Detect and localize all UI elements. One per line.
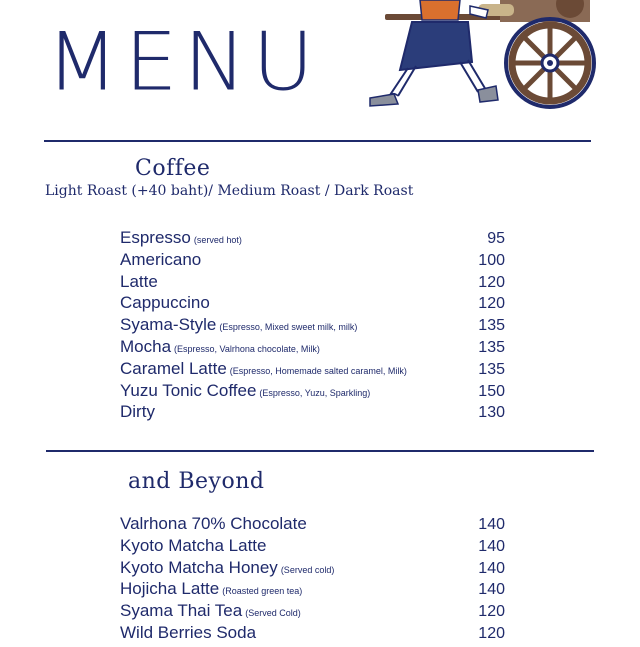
beyond-list — [120, 513, 505, 644]
item-price: 120 — [478, 624, 505, 642]
menu-item — [120, 557, 505, 579]
item-price: 120 — [478, 295, 505, 313]
coffee-list — [120, 227, 505, 423]
item-note: (Espresso, Yuzu, Sparkling) — [259, 387, 371, 398]
item-name: Valrhona 70% Chocolate — [120, 514, 307, 533]
item-name: Wild Berries Soda — [120, 622, 257, 642]
item-name: Yuzu Tonic Coffee — [120, 380, 257, 400]
item-note: (served hot) — [193, 235, 242, 245]
item-name: Dirty — [120, 402, 155, 422]
roast-options: Light Roast (+40 baht)/ Medium Roast / Dark Roast — [45, 183, 414, 199]
menu-item — [120, 336, 505, 358]
item-note: (Served cold) — [280, 564, 335, 575]
cart-wheel — [506, 19, 594, 107]
menu-item — [120, 249, 505, 271]
menu-item — [120, 401, 505, 423]
item-price: 140 — [478, 516, 505, 533]
item-name: Americano — [120, 249, 202, 269]
item-name: Latte — [120, 271, 158, 291]
item-price: 120 — [478, 603, 505, 621]
item-price: 140 — [478, 581, 505, 599]
menu-item — [120, 358, 505, 380]
middle-divider — [46, 450, 594, 452]
item-price: 100 — [478, 251, 505, 269]
item-price: 140 — [478, 537, 505, 555]
item-note: (Roasted green tea) — [222, 586, 303, 597]
item-name: Kyoto Matcha Honey — [120, 557, 278, 577]
item-name: Cappuccino — [120, 293, 210, 313]
item-name: Caramel Latte — [120, 358, 227, 378]
menu-title: MENU — [46, 15, 320, 109]
item-name: Hojicha Latte — [120, 579, 220, 599]
item-name: Syama-Style — [120, 315, 217, 335]
item-price: 95 — [487, 230, 505, 247]
item-note: (Espresso, Mixed sweet milk, milk) — [219, 322, 358, 333]
item-price: 150 — [478, 382, 505, 400]
item-price: 135 — [478, 317, 505, 335]
item-price: 135 — [478, 360, 505, 378]
coffee-section-title: Coffee — [135, 156, 211, 181]
menu-item — [120, 535, 505, 557]
menu-item — [120, 271, 505, 293]
menu-item — [120, 513, 505, 535]
menu-item — [120, 600, 505, 622]
item-name: Mocha — [120, 336, 172, 356]
menu-item — [120, 380, 505, 402]
item-price: 135 — [478, 338, 505, 356]
menu-item — [120, 227, 505, 249]
item-price: 130 — [478, 404, 505, 422]
item-note: (Espresso, Valrhona chocolate, Milk) — [174, 343, 320, 354]
menu-item — [120, 314, 505, 336]
menu-item — [120, 622, 505, 644]
rickshaw-illustration — [360, 0, 640, 120]
item-note: (Espresso, Homemade salted caramel, Milk) — [229, 365, 407, 376]
item-price: 120 — [478, 273, 505, 291]
item-note: (Served Cold) — [245, 608, 301, 619]
item-name: Syama Thai Tea — [120, 601, 243, 621]
item-price: 140 — [478, 559, 505, 577]
menu-item — [120, 578, 505, 600]
beyond-section-title: and Beyond — [128, 469, 265, 494]
menu-item — [120, 292, 505, 314]
item-name: Kyoto Matcha Latte — [120, 535, 267, 555]
item-name: Espresso — [120, 228, 191, 247]
top-divider — [44, 140, 591, 142]
